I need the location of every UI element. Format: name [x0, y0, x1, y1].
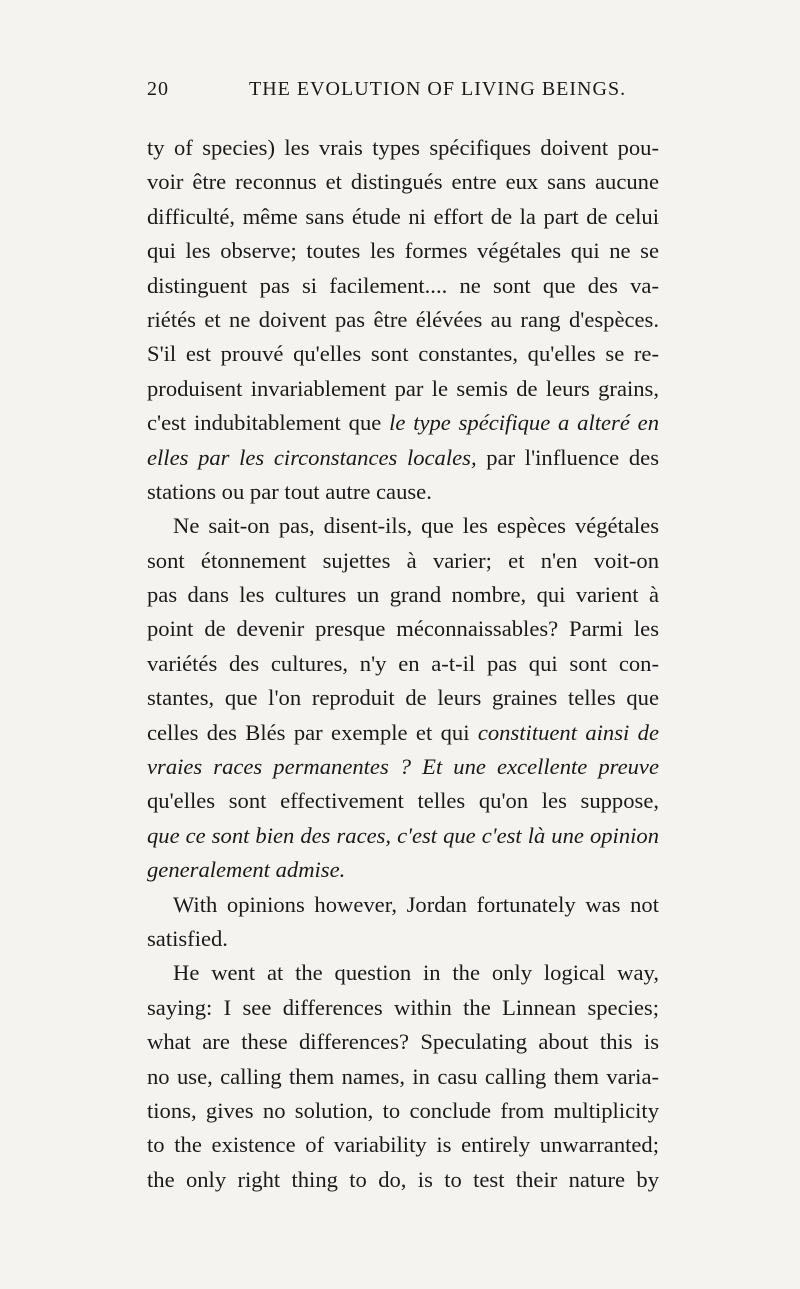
text-line: point de devenir presque méconnaissables? Parmi les — [147, 616, 659, 642]
text-line: sont étonnement sujettes à varier; et n'en voit-on — [147, 547, 659, 573]
text-line: difficulté, même sans étude ni effort de la part de celui — [147, 203, 659, 229]
text-line: With opinions however, Jordan fortunately was not — [173, 891, 659, 917]
running-title: THE EVOLUTION OF LIVING BEINGS. — [249, 78, 627, 100]
text-line: variétés des cultures, n'y en a-t-il pas qui sont con- — [147, 650, 659, 676]
text-line: S'il est prouvé qu'elles sont constantes, qu'elles se re- — [147, 341, 659, 367]
text-line: que ce sont bien des races, c'est que c'est là une opinion — [147, 822, 659, 848]
running-head — [147, 78, 647, 108]
text-line: generalement admise. — [147, 857, 346, 883]
text-line: Ne sait-on pas, disent-ils, que les espèces végétales — [173, 513, 659, 539]
text-line: stations ou par tout autre cause. — [147, 478, 432, 504]
text-run: celles des Blés par exemple et qui — [147, 719, 478, 745]
text-line — [147, 716, 659, 750]
text-line: stantes, que l'on reproduit de leurs graines telles que — [147, 685, 659, 711]
text-line — [147, 441, 659, 475]
text-line: He went at the question in the only logical way, — [173, 960, 659, 986]
text-line: qui les observe; toutes les formes végétales qui ne se — [147, 238, 659, 264]
text-line: pas dans les cultures un grand nombre, qui varient à — [147, 582, 659, 608]
text-line: qu'elles sont effectivement telles qu'on les suppose, — [147, 788, 659, 814]
italic-run: le type spécifique a alteré en — [389, 410, 659, 436]
text-line: vraies races permanentes ? Et une excellente preuve — [147, 754, 659, 780]
text-line: satisfied. — [147, 925, 228, 951]
text-line: to the existence of variability is entirely unwarranted; — [147, 1132, 659, 1158]
text-line: no use, calling them names, in casu calling them varia- — [147, 1063, 659, 1089]
text-line: riétés et ne doivent pas être élévées au rang d'espèces. — [147, 306, 659, 332]
text-run: c'est indubitablement que — [147, 410, 390, 436]
text-line: distinguent pas si facilement.... ne sont que des va- — [147, 272, 659, 298]
text-line: what are these differences? Speculating about this is — [147, 1029, 659, 1055]
text-line: saying: I see differences within the Linnean species; — [147, 994, 659, 1020]
text-line — [147, 406, 659, 440]
text-line: tions, gives no solution, to conclude from multiplicity — [147, 1097, 659, 1123]
text-line: ty of species) les vrais types spécifiques doivent pou- — [147, 135, 659, 160]
text-line: voir être reconnus et distingués entre eux sans aucune — [147, 169, 659, 195]
body-text — [147, 131, 659, 1197]
page-number: 20 — [147, 78, 169, 100]
italic-run: elles par les circonstances locales, — [147, 444, 477, 470]
italic-run: constituent ainsi de — [477, 719, 659, 745]
text-line: the only right thing to do, is to test their nature by — [147, 1166, 659, 1192]
text-line: produisent invariablement par le semis de leurs grains, — [147, 375, 659, 401]
text-run: par l'influence des — [476, 444, 659, 470]
